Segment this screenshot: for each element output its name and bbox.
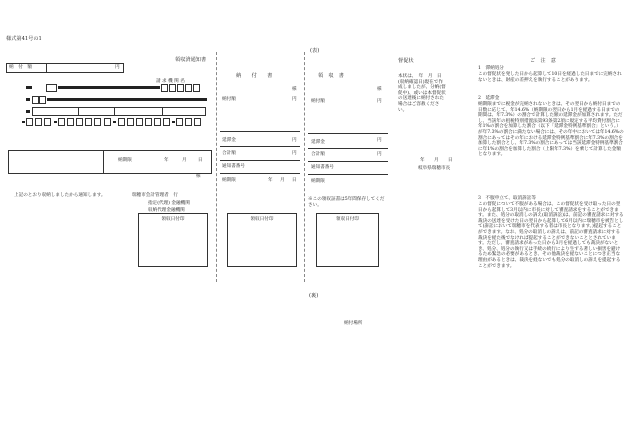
billing-unit-label: 請 求 機 関 名 <box>156 79 185 84</box>
form-number: 様式第41号の1 <box>6 36 42 42</box>
due-day: 日 <box>198 158 203 163</box>
digit-cell <box>94 118 101 126</box>
ocr-cell <box>46 84 57 92</box>
to-treasurer: 瑞穂市会計管理者 行 <box>132 193 178 198</box>
ocr-cell <box>161 84 168 92</box>
ocr-mark <box>26 86 32 89</box>
payment-amount-label: 納付額 <box>222 97 236 102</box>
digit-cell <box>163 118 170 126</box>
ocr-cell <box>169 84 176 92</box>
payment-due-year: 年 <box>268 178 273 183</box>
digit-cell <box>118 118 125 126</box>
received-statement: 上記のとおり収納しましたから通知します。 <box>14 193 106 198</box>
receipt-notice-number-label: 通知書番号 <box>311 165 334 170</box>
payment-due-day: 日 <box>292 178 297 183</box>
digit-cell <box>104 118 111 126</box>
ocr-band <box>32 107 206 116</box>
ocr-bar <box>47 98 207 101</box>
due-year: 年 <box>164 158 169 163</box>
stamp-label: 領収日付印 <box>250 217 274 222</box>
digit-cell <box>26 118 33 126</box>
notice-month: 月 <box>434 158 439 163</box>
ocr-mark <box>26 98 30 101</box>
digit-cell <box>194 118 201 126</box>
payment-sama: 様 <box>292 87 297 92</box>
digit-cell <box>185 118 192 126</box>
receipt-sama: 様 <box>377 87 382 92</box>
receipt-total-label: 合計額 <box>311 152 325 157</box>
stamp-label: 領収日付印 <box>336 217 359 222</box>
due-month: 月 <box>182 158 187 163</box>
receipt-due-label: 納期限 <box>311 179 325 184</box>
notes-item-1-head: 1 滞納処分 <box>478 66 504 71</box>
ocr-mark <box>113 121 116 123</box>
cut-line <box>304 52 305 282</box>
digit-cell <box>35 118 42 126</box>
digit-cell <box>58 118 65 126</box>
ocr-mark <box>26 110 30 113</box>
name-sama: 様 <box>196 174 201 179</box>
notes-item-1-text: この督促状を発した日から起算して10日を経過した日までに完納されないときは、財産の差押えを執行することがあります。 <box>478 72 622 83</box>
notes-item-2-text: 納期限までに税金が完納されないときは、その翌日から納付日までの日数に応じて、年14.6%（納期限の翌日から1月を経過する日までの期間は、年7.3%）の割合で計算した額の延滞金が加算されます。ただし、当該年の租税特別措置法第93条第2項に規定する平均貸付割合に年1%の割合を加算した割合（以下「延滞金特例基準割合」という。）が年7.3%の割合に満たない場合には、その年中においては年14.6%の割合にあってはその年における延滞金特例基準割合に年7.3%の割合を加算した割合とし、年7.3%の割合にあっては当該延滞金特例基準割合に年1%の割合を加算した割合（上限年7.3%）を乗じて計算した金額となります。 <box>478 102 624 158</box>
notice-body: 本状は、 年 月 日(収納確認日)現在で作成しましたが、分納(督促中)、或いは本督促状の送達後に納付された場合はご容赦ください。 <box>398 74 446 113</box>
payment-total-label: 合計額 <box>222 151 236 156</box>
receipt-keep-note: ※この領収証書は5年間保存してください。 <box>308 197 385 208</box>
receipt-notice-title: 領収済通知書 <box>175 57 207 63</box>
payment-yen: 円 <box>292 97 297 102</box>
receipt-total-yen: 円 <box>377 152 382 157</box>
stamp-label: 領収日付印 <box>161 217 185 222</box>
notice-year: 年 <box>420 158 425 163</box>
receipt-late-fee-label: 延滞金 <box>311 140 325 145</box>
receipt-title: 領 収 書 <box>318 73 344 79</box>
payment-notice-title: 納 付 書 <box>236 73 273 79</box>
notice-day: 日 <box>448 158 453 163</box>
notes-item-3-head: 3 不服申立て、取消訴訟等 <box>478 196 536 201</box>
collecting-bank: 収納代理金融機関 <box>148 208 185 213</box>
digit-cell <box>145 118 152 126</box>
payment-due-month: 月 <box>280 178 285 183</box>
front-mark: (表) <box>310 48 320 54</box>
ocr-cell <box>39 96 46 104</box>
ocr-bar <box>58 86 160 89</box>
receipt-stamp-box <box>316 213 379 267</box>
back-mark: (裏) <box>309 293 319 299</box>
notice-title: 督促状 <box>398 58 414 64</box>
designated-bank: 指定(代理) 金融機関 <box>148 201 190 206</box>
receipt-late-fee-yen: 円 <box>377 138 382 143</box>
payment-notice-number-label: 通知書番号 <box>222 164 245 169</box>
payment-late-fee-label: 延滞金 <box>222 138 236 143</box>
digit-cell <box>176 118 183 126</box>
notes-item-2-head: 2 延滞金 <box>478 96 500 101</box>
amount-yen: 円 <box>115 65 120 70</box>
digit-cell <box>44 118 51 126</box>
digit-cell <box>127 118 134 126</box>
ocr-mark <box>172 121 175 123</box>
receipt-notice-stamp-box <box>138 213 208 267</box>
notes-item-3-text: この督促について不服がある場合は、この督促状を受け取った日の翌日から起算して3月以内に市長に対して審査請求をすることができます。また、処分の取消しの訴え(取消訴訟)は、前記の審査請求に対する裁決の送達を受けた日の翌日から起算して6月以内に瑞穂市を被告として(訴訟において瑞穂市を代表する者は市長となります。)提起することができます。なお、処分の取消しの訴えは、前記の審査請求に対する裁決を経た後でなければ提起することができないこととされています。ただし、審査請求があった日から3月を経過しても裁決がないとき、処分、処分の執行又は手続の続行により生ずる著しい損害を避けるため緊急の必要があるとき、その他裁決を経ないことにつき正当な理由があるときは、裁決を経ないでも処分の取消しの訴えを提起することができます。 <box>478 202 624 269</box>
ocr-mark <box>22 121 25 123</box>
due-label: 納期限 <box>118 158 132 163</box>
payment-notice-stamp-box <box>227 213 297 267</box>
payment-late-fee-yen: 円 <box>292 138 297 143</box>
receipt-amount-label: 納付額 <box>311 99 325 104</box>
payment-due-label: 納期限 <box>222 178 236 183</box>
digit-cell <box>85 118 92 126</box>
ocr-cell <box>32 96 39 104</box>
digit-cell <box>76 118 83 126</box>
digit-cell <box>67 118 74 126</box>
payment-place-label: 納付場所 <box>344 321 363 326</box>
ocr-mark <box>54 121 57 123</box>
notes-title: ご 注 意 <box>530 58 556 64</box>
amount-label: 納 付 額 <box>9 65 32 70</box>
receipt-yen: 円 <box>377 99 382 104</box>
digit-cell <box>136 118 143 126</box>
digit-cell <box>154 118 161 126</box>
ocr-cell <box>185 84 192 92</box>
ocr-cell <box>177 84 184 92</box>
ocr-cell <box>193 84 200 92</box>
cut-line <box>216 52 217 282</box>
notice-issuer: 岐阜県瑞穂市長 <box>418 166 451 171</box>
payment-total-yen: 円 <box>292 151 297 156</box>
